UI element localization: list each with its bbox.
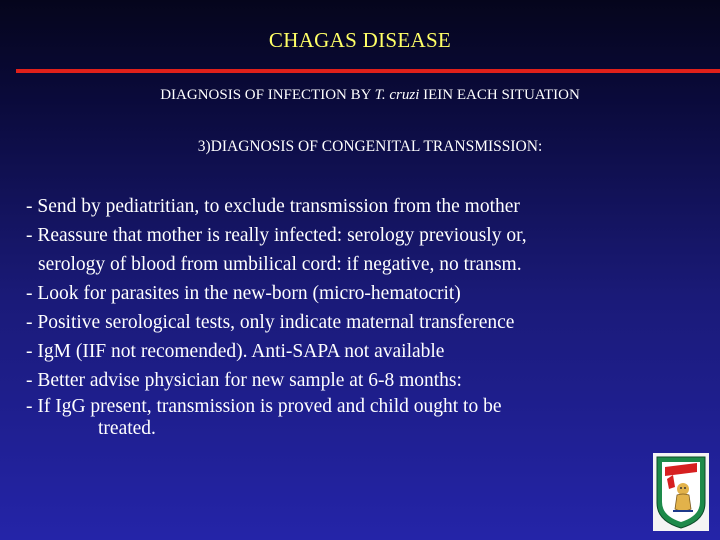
bullet-last-text: - If IgG present, transmission is proved and child ought to be xyxy=(26,396,502,417)
bullet-item: - Look for parasites in the new-born (micro-hematocrit) xyxy=(26,283,461,304)
subtitle-suffix: IEIN EACH SITUATION xyxy=(419,87,580,103)
slide-subtitle xyxy=(0,87,720,104)
bullet-item: - Better advise physician for new sample at 6-8 months: xyxy=(26,370,462,391)
slide-title: CHAGAS DISEASE xyxy=(268,28,452,52)
bullet-item: - Reassure that mother is really infected: serology previously or, xyxy=(26,225,527,246)
university-crest-icon xyxy=(653,453,709,531)
bullet-item: - IgM (IIF not recomended). Anti-SAPA not available xyxy=(26,341,445,362)
subtitle-prefix: DIAGNOSIS OF INFECTION BY xyxy=(160,87,375,103)
bullet-last-tail: treated. xyxy=(98,418,156,439)
section-heading: 3)DIAGNOSIS OF CONGENITAL TRANSMISSION: xyxy=(197,138,543,155)
bullet-item-continuation: serology of blood from umbilical cord: if negative, no transm. xyxy=(38,254,522,275)
bullet-list xyxy=(26,192,686,439)
bullet-item: - Send by pediatritian, to exclude transmission from the mother xyxy=(26,196,520,217)
subtitle-species: T. cruzi xyxy=(374,87,420,103)
bullet-item-last xyxy=(26,395,686,439)
title-rule xyxy=(16,69,720,73)
bullet-item: - Positive serological tests, only indicate maternal transference xyxy=(26,312,515,333)
